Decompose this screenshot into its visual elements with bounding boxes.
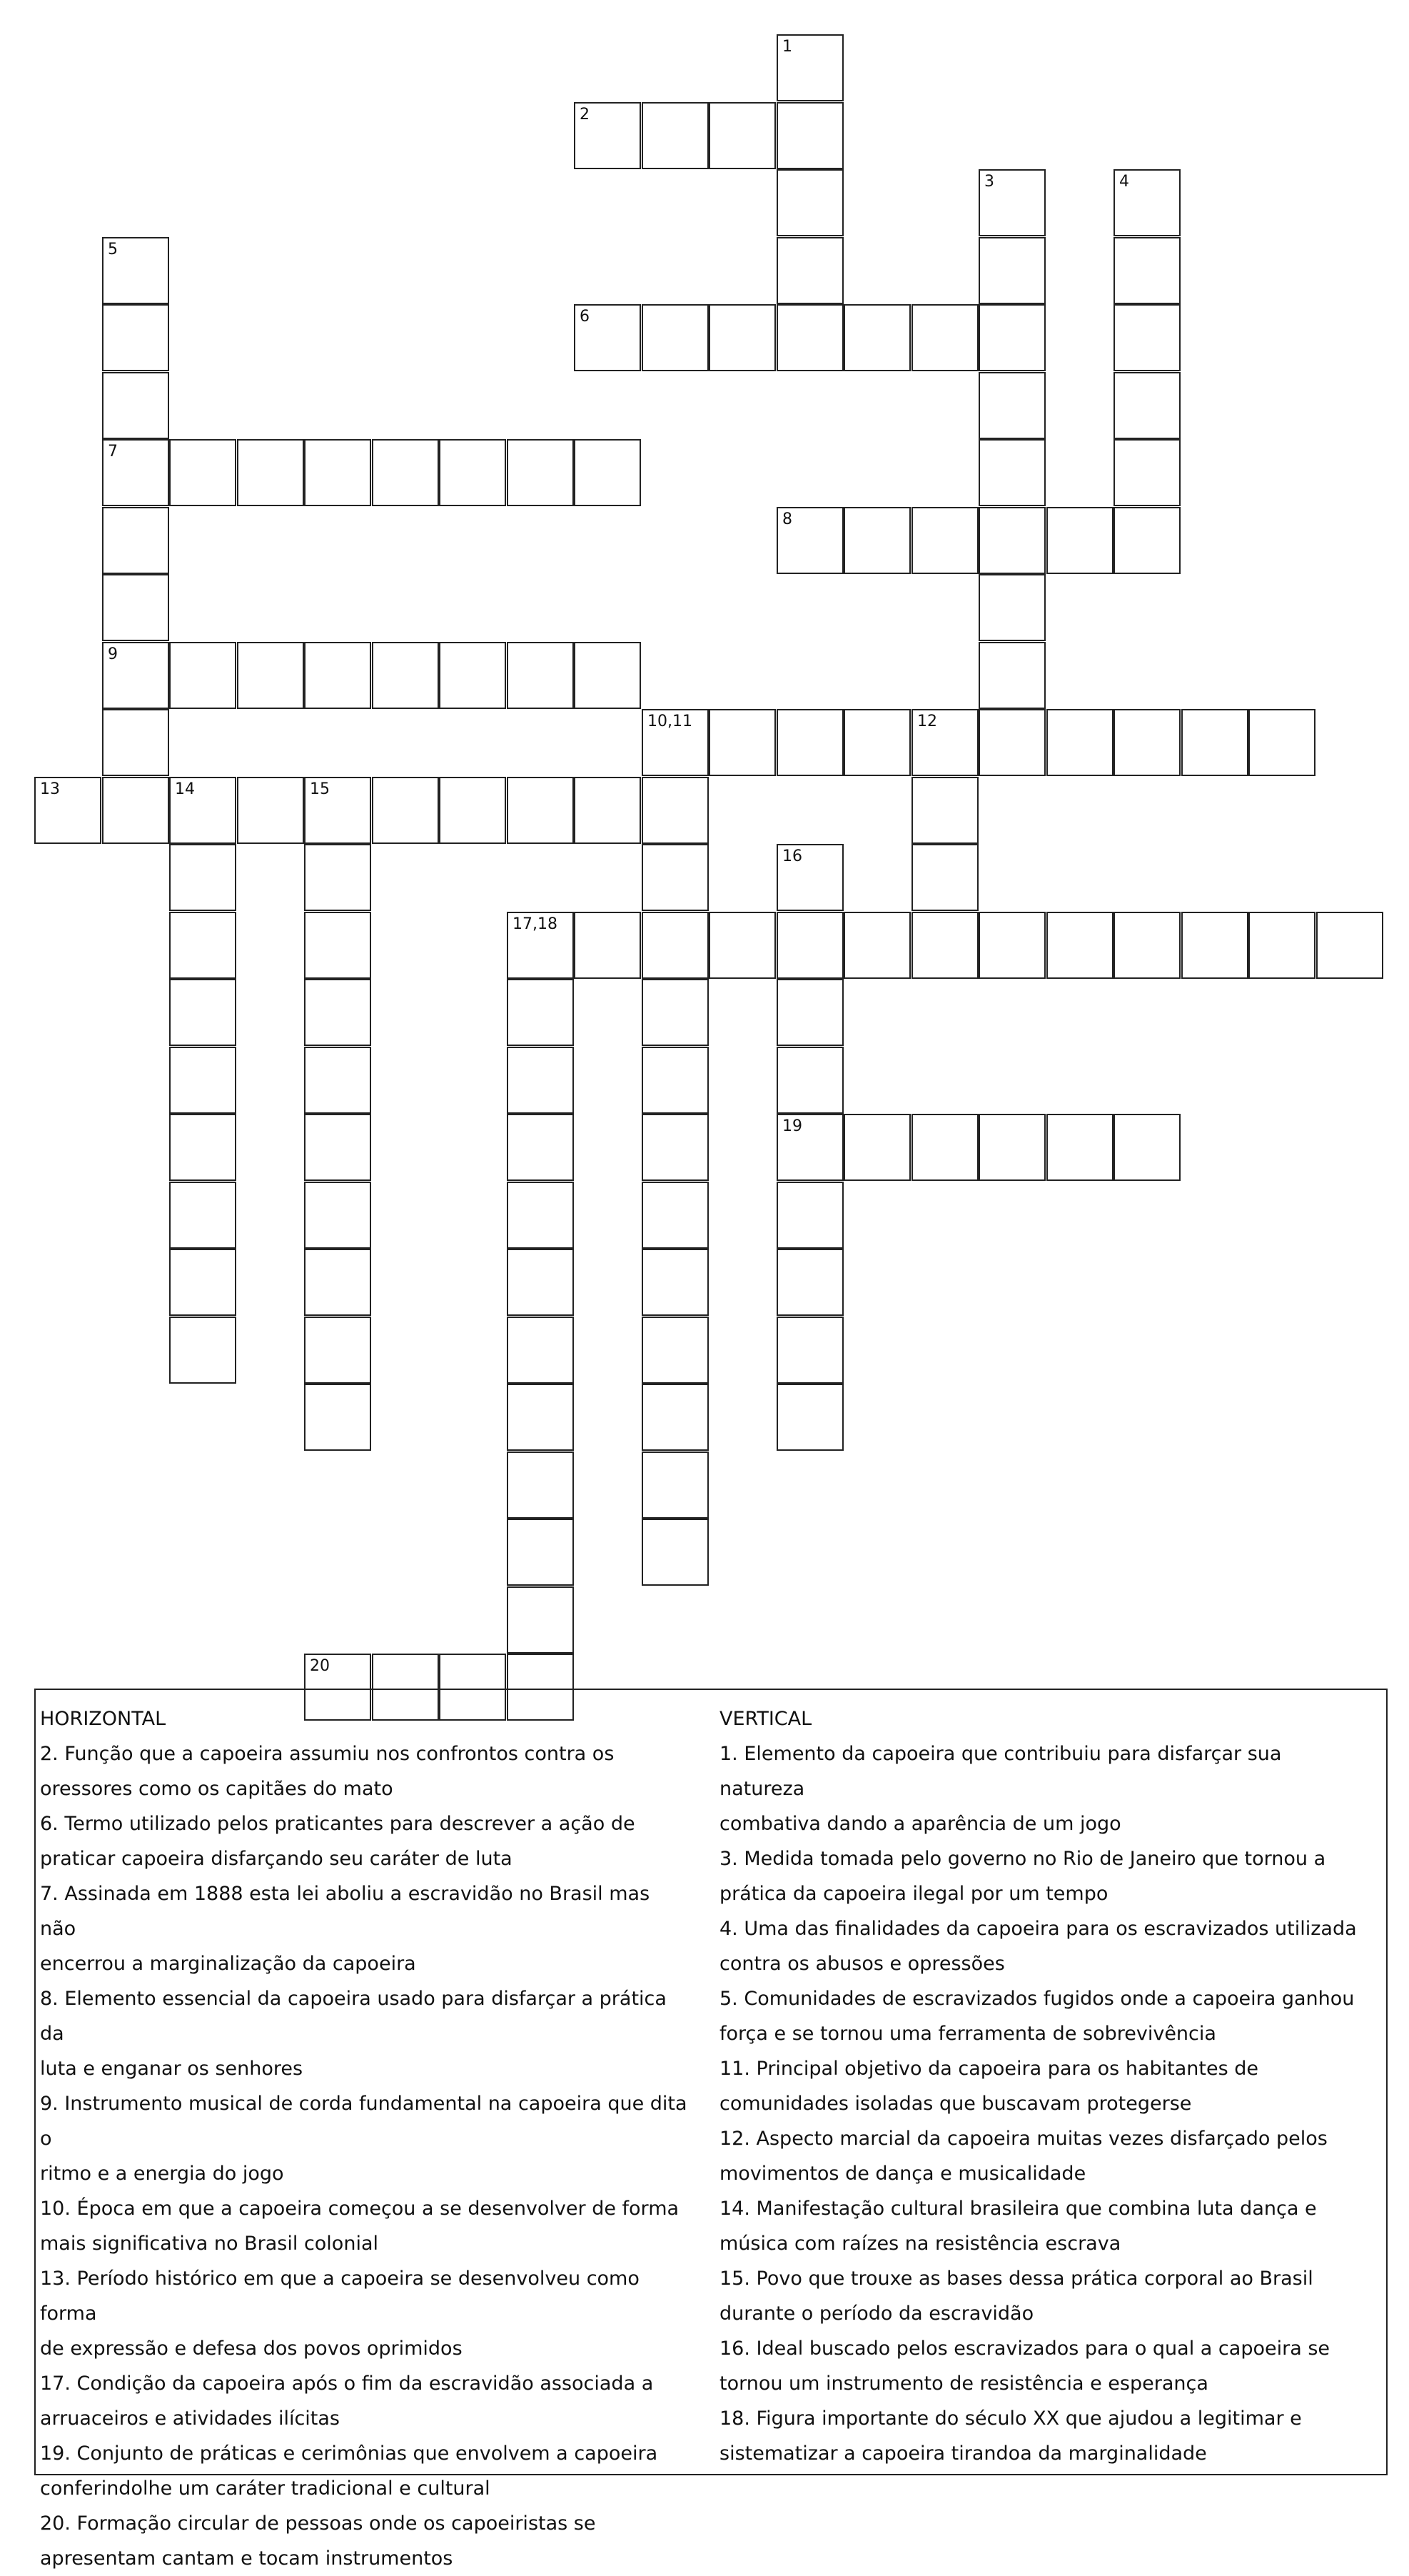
clue-line: prática da capoeira ilegal por um tempo (719, 1883, 1108, 1905)
grid-cell[interactable] (304, 1182, 371, 1249)
grid-cell[interactable] (304, 912, 371, 979)
grid-cell[interactable] (642, 709, 709, 776)
grid-cell[interactable] (1181, 912, 1248, 979)
clue-number: 15 (310, 780, 330, 798)
grid-cell[interactable] (372, 439, 439, 506)
grid-cell[interactable] (507, 1451, 574, 1519)
clue-number: 3 (984, 173, 994, 191)
grid-cell[interactable] (777, 102, 844, 169)
grid-cell[interactable] (507, 642, 574, 709)
clue-line: 15. Povo que trouxe as bases dessa prática corporal ao Brasil (719, 2268, 1313, 2290)
grid-cell[interactable] (777, 507, 844, 574)
grid-cell[interactable] (102, 507, 169, 574)
grid-cell[interactable] (102, 372, 169, 439)
grid-cell[interactable] (169, 777, 236, 844)
clue-number: 2 (580, 106, 590, 124)
horizontal-title: HORIZONTAL (40, 1708, 166, 1730)
grid-cell[interactable] (237, 439, 304, 506)
clue-line: encerrou a marginalização da capoeira (40, 1953, 416, 1975)
grid-cell[interactable] (979, 709, 1046, 776)
grid-cell[interactable] (574, 102, 641, 169)
grid-cell[interactable] (979, 642, 1046, 709)
grid-cell[interactable] (507, 1586, 574, 1654)
grid-cell[interactable] (642, 912, 709, 979)
vertical-title: VERTICAL (719, 1708, 812, 1730)
grid-cell[interactable] (574, 912, 641, 979)
grid-cell[interactable] (507, 1114, 574, 1181)
grid-cell[interactable] (979, 304, 1046, 371)
grid-cell[interactable] (979, 1114, 1046, 1181)
grid-cell[interactable] (777, 844, 844, 911)
grid-cell[interactable] (1113, 1114, 1181, 1181)
clue-line: sistematizar a capoeira tirandoa da marginalidade (719, 2442, 1207, 2465)
grid-cell[interactable] (777, 1317, 844, 1384)
grid-cell[interactable] (304, 777, 371, 844)
grid-cell[interactable] (642, 304, 709, 371)
grid-cell[interactable] (911, 304, 979, 371)
grid-cell[interactable] (777, 1182, 844, 1249)
grid-cell[interactable] (642, 1317, 709, 1384)
clue-line: 10. Época em que a capoeira começou a se desenvolver de forma (40, 2198, 680, 2220)
grid-cell[interactable] (1113, 169, 1181, 236)
clue-line: oressores como os capitães do mato (40, 1778, 393, 1800)
grid-cell[interactable] (574, 642, 641, 709)
clue-number: 14 (175, 780, 195, 798)
grid-cell[interactable] (1113, 304, 1181, 371)
grid-cell[interactable] (642, 1182, 709, 1249)
clue-number: 20 (310, 1657, 330, 1675)
grid-cell[interactable] (777, 979, 844, 1046)
grid-cell[interactable] (1113, 439, 1181, 506)
grid-cell[interactable] (304, 979, 371, 1046)
grid-cell[interactable] (304, 1384, 371, 1451)
clue-line: 19. Conjunto de práticas e cerimônias que envolvem a capoeira (40, 2442, 658, 2465)
grid-cell[interactable] (1248, 912, 1315, 979)
grid-cell[interactable] (911, 507, 979, 574)
grid-cell[interactable] (642, 979, 709, 1046)
grid-cell[interactable] (1181, 709, 1248, 776)
grid-cell[interactable] (507, 777, 574, 844)
grid-cell[interactable] (844, 912, 911, 979)
grid-cell[interactable] (102, 709, 169, 776)
grid-cell[interactable] (237, 777, 304, 844)
clue-line: movimentos de dança e musicalidade (719, 2163, 1086, 2185)
grid-cell[interactable] (1113, 372, 1181, 439)
clue-line: ritmo e a energia do jogo (40, 2163, 284, 2185)
grid-cell[interactable] (642, 1451, 709, 1519)
grid-cell[interactable] (507, 1249, 574, 1316)
grid-cell[interactable] (507, 979, 574, 1046)
grid-cell[interactable] (777, 1114, 844, 1181)
grid-cell[interactable] (169, 1182, 236, 1249)
grid-cell[interactable] (169, 1249, 236, 1316)
grid-cell[interactable] (709, 102, 776, 169)
grid-cell[interactable] (439, 777, 506, 844)
grid-cell[interactable] (777, 169, 844, 236)
clue-number: 12 (917, 713, 937, 730)
grid-cell[interactable] (777, 1249, 844, 1316)
grid-cell[interactable] (169, 979, 236, 1046)
grid-cell[interactable] (777, 709, 844, 776)
grid-cell[interactable] (439, 439, 506, 506)
clue-line: 9. Instrumento musical de corda fundamental na capoeira que dita o (40, 2093, 687, 2150)
grid-cell[interactable] (777, 304, 844, 371)
grid-cell[interactable] (169, 1047, 236, 1114)
grid-cell[interactable] (844, 507, 911, 574)
clue-line: 5. Comunidades de escravizados fugidos onde a capoeira ganhou (719, 1988, 1355, 2010)
grid-cell[interactable] (642, 777, 709, 844)
grid-cell[interactable] (372, 777, 439, 844)
grid-cell[interactable] (911, 912, 979, 979)
clue-number: 4 (1119, 173, 1129, 191)
grid-cell[interactable] (642, 102, 709, 169)
grid-cell[interactable] (1046, 1114, 1113, 1181)
clue-line: apresentam cantam e tocam instrumentos (40, 2547, 453, 2570)
grid-cell[interactable] (1113, 912, 1181, 979)
clue-number: 8 (782, 510, 792, 528)
clue-line: 13. Período histórico em que a capoeira se desenvolveu como forma (40, 2268, 640, 2325)
clue-number: 1 (782, 38, 792, 56)
clue-line: durante o período da escravidão (719, 2303, 1034, 2325)
grid-cell[interactable] (507, 1519, 574, 1586)
grid-cell[interactable] (304, 1114, 371, 1181)
grid-cell[interactable] (1113, 237, 1181, 304)
grid-cell[interactable] (642, 844, 709, 911)
grid-cell[interactable] (169, 1114, 236, 1181)
grid-cell[interactable] (507, 912, 574, 979)
grid-cell[interactable] (102, 777, 169, 844)
grid-cell[interactable] (102, 237, 169, 304)
clue-line: 11. Principal objetivo da capoeira para os habitantes de (719, 2058, 1258, 2080)
grid-cell[interactable] (979, 439, 1046, 506)
grid-cell[interactable] (304, 642, 371, 709)
grid-cell[interactable] (169, 1317, 236, 1384)
grid-cell[interactable] (642, 1519, 709, 1586)
grid-cell[interactable] (237, 642, 304, 709)
grid-cell[interactable] (709, 912, 776, 979)
clue-line: 2. Função que a capoeira assumiu nos confrontos contra os (40, 1743, 615, 1765)
grid-cell[interactable] (844, 304, 911, 371)
clue-number: 5 (108, 241, 118, 258)
clue-number: 16 (782, 847, 802, 865)
grid-cell[interactable] (979, 372, 1046, 439)
clues-box (34, 1689, 1388, 2570)
clue-line: 1. Elemento da capoeira que contribuiu para disfarçar sua natureza (719, 1743, 1282, 1800)
clue-number: 9 (108, 645, 118, 663)
clue-line: 14. Manifestação cultural brasileira que combina luta dança e (719, 2198, 1317, 2220)
clue-number: 6 (580, 308, 590, 326)
clue-line: luta e enganar os senhores (40, 2058, 303, 2080)
grid-cell[interactable] (102, 304, 169, 371)
clue-line: comunidades isoladas que buscavam protegerse (719, 2093, 1192, 2115)
grid-cell[interactable] (304, 1047, 371, 1114)
vertical-clues (719, 1701, 1369, 2471)
grid-cell[interactable] (642, 1384, 709, 1451)
grid-cell[interactable] (372, 642, 439, 709)
horizontal-clues (40, 1701, 690, 2576)
grid-cell[interactable] (507, 1182, 574, 1249)
grid-cell[interactable] (911, 1114, 979, 1181)
grid-cell[interactable] (1316, 912, 1383, 979)
clue-line: 8. Elemento essencial da capoeira usado para disfarçar a prática da (40, 1988, 667, 2045)
grid-cell[interactable] (102, 439, 169, 506)
grid-cell[interactable] (642, 1249, 709, 1316)
clue-line: 3. Medida tomada pelo governo no Rio de Janeiro que tornou a (719, 1848, 1326, 1870)
grid-cell[interactable] (169, 439, 236, 506)
clue-line: contra os abusos e opressões (719, 1953, 1005, 1975)
clue-line: música com raízes na resistência escrava (719, 2233, 1121, 2255)
clue-line: 17. Condição da capoeira após o fim da escravidão associada a (40, 2373, 654, 2395)
grid-cell[interactable] (777, 237, 844, 304)
grid-cell[interactable] (979, 912, 1046, 979)
grid-cell[interactable] (574, 777, 641, 844)
grid-cell[interactable] (507, 1317, 574, 1384)
clue-line: 4. Uma das finalidades da capoeira para os escravizados utilizada (719, 1918, 1357, 1940)
grid-cell[interactable] (304, 1249, 371, 1316)
clue-number: 7 (108, 443, 118, 461)
grid-cell[interactable] (574, 304, 641, 371)
grid-cell[interactable] (777, 34, 844, 101)
clue-line: 7. Assinada em 1888 esta lei aboliu a escravidão no Brasil mas não (40, 1883, 650, 1940)
grid-cell[interactable] (777, 1047, 844, 1114)
grid-cell[interactable] (507, 1047, 574, 1114)
grid-cell[interactable] (507, 439, 574, 506)
grid-cell[interactable] (642, 1114, 709, 1181)
grid-cell[interactable] (709, 709, 776, 776)
grid-cell[interactable] (169, 642, 236, 709)
grid-cell[interactable] (102, 574, 169, 641)
clue-line: 16. Ideal buscado pelos escravizados para o qual a capoeira se (719, 2338, 1330, 2360)
clue-number: 10,11 (647, 713, 692, 730)
grid-cell[interactable] (911, 777, 979, 844)
grid-cell[interactable] (102, 642, 169, 709)
grid-cell[interactable] (574, 439, 641, 506)
clue-line: de expressão e defesa dos povos oprimidos (40, 2338, 463, 2360)
clue-line: 12. Aspecto marcial da capoeira muitas vezes disfarçado pelos (719, 2128, 1328, 2150)
clue-line: 6. Termo utilizado pelos praticantes para descrever a ação de (40, 1813, 635, 1835)
grid-cell[interactable] (777, 912, 844, 979)
grid-cell[interactable] (304, 1317, 371, 1384)
grid-cell[interactable] (1113, 507, 1181, 574)
grid-cell[interactable] (844, 1114, 911, 1181)
grid-cell[interactable] (507, 1384, 574, 1451)
clue-line: arruaceiros e atividades ilícitas (40, 2408, 340, 2430)
clue-line: 18. Figura importante do século XX que ajudou a legitimar e (719, 2408, 1302, 2430)
clue-line: mais significativa no Brasil colonial (40, 2233, 378, 2255)
clue-number: 17,18 (512, 915, 557, 933)
grid-cell[interactable] (642, 1047, 709, 1114)
clue-line: praticar capoeira disfarçando seu caráter de luta (40, 1848, 512, 1870)
grid-cell[interactable] (844, 709, 911, 776)
grid-cell[interactable] (911, 844, 979, 911)
grid-cell[interactable] (1046, 709, 1113, 776)
grid-cell[interactable] (304, 439, 371, 506)
grid-cell[interactable] (1046, 912, 1113, 979)
clue-line: combativa dando a aparência de um jogo (719, 1813, 1121, 1835)
grid-cell[interactable] (34, 777, 101, 844)
grid-cell[interactable] (439, 642, 506, 709)
grid-cell[interactable] (1248, 709, 1315, 776)
clue-number: 19 (782, 1117, 802, 1135)
grid-cell[interactable] (709, 304, 776, 371)
clue-line: força e se tornou uma ferramenta de sobrevivência (719, 2023, 1216, 2045)
clue-line: tornou um instrumento de resistência e esperança (719, 2373, 1208, 2395)
grid-cell[interactable] (169, 844, 236, 911)
grid-cell[interactable] (979, 507, 1046, 574)
grid-cell[interactable] (169, 912, 236, 979)
grid-cell[interactable] (304, 844, 371, 911)
grid-cell[interactable] (777, 1384, 844, 1451)
grid-cell[interactable] (1046, 507, 1113, 574)
grid-cell[interactable] (1113, 709, 1181, 776)
grid-cell[interactable] (979, 169, 1046, 236)
clue-number: 13 (40, 780, 60, 798)
clue-line: conferindolhe um caráter tradicional e cultural (40, 2477, 490, 2500)
clue-line: 20. Formação circular de pessoas onde os capoeiristas se (40, 2512, 596, 2535)
grid-cell[interactable] (911, 709, 979, 776)
grid-cell[interactable] (979, 574, 1046, 641)
grid-cell[interactable] (979, 237, 1046, 304)
